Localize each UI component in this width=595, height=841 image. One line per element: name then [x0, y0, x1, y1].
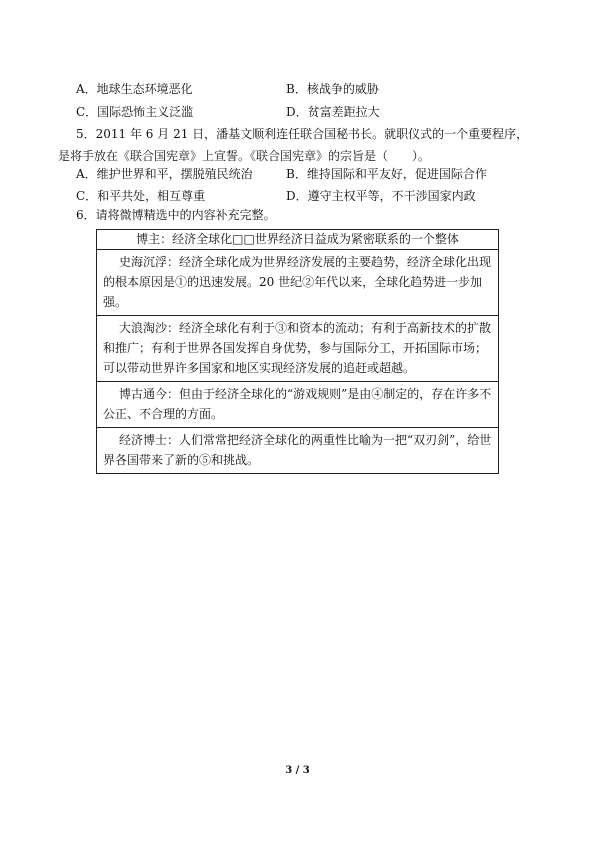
q5-option-d: D．遵守主权平等，不干涉国家内政	[286, 189, 476, 203]
weibo-header: 博主：经济全球化□□世界经济日益成为紧密联系的一个整体	[97, 230, 499, 250]
q4-options-row-1	[76, 80, 536, 98]
q4-option-d: D．贫富差距拉大	[286, 105, 380, 119]
weibo-row	[97, 382, 499, 428]
q4-options-row-2	[76, 103, 536, 121]
q4-option-b: B．核战争的威胁	[286, 82, 379, 96]
weibo-row	[97, 316, 499, 382]
weibo-row	[97, 250, 499, 316]
q4-option-c: C．国际恐怖主义泛滥	[76, 105, 194, 119]
q5-stem: 5．2011 年 6 月 21 日，潘基文顺利连任联合国秘书长。就职仪式的一个重要程序，是将手放在《联合国宪章》上宣誓。《联合国宪章》的宗旨是（ ）。	[58, 127, 529, 163]
weibo-table	[96, 229, 499, 474]
q6-stem: 6．请将微博精选中的内容补充完整。	[76, 208, 276, 222]
q5-options-row-2	[76, 187, 536, 205]
q5-option-b: B．维持国际和平友好，促进国际合作	[286, 167, 487, 181]
weibo-post-dalang: 大浪淘沙：经济全球化有利于③和资本的流动；有利于高新技术的扩散和推广；有利于世界各国发挥自身优势，参与国际分工，开拓国际市场；可以带动世界许多国家和地区实现经济发展的追赶或超越。	[97, 316, 499, 382]
q5-options-row-1	[76, 165, 536, 183]
q5-option-c: C．和平共处，相互尊重	[76, 189, 206, 203]
weibo-post-bogu: 博古通今：但由于经济全球化的“游戏规则”是由④制定的，存在许多不公正、不合理的方面。	[97, 382, 499, 428]
weibo-post-jingji: 经济博士：人们常常把经济全球化的两重性比喻为一把“双刃剑”，给世界各国带来了新的⑤和挑战。	[97, 428, 499, 474]
page-number: 3 / 3	[285, 765, 310, 776]
weibo-row	[97, 428, 499, 474]
q5-option-a: A．维护世界和平，摆脱殖民统治	[76, 167, 253, 181]
q4-option-a: A．地球生态环境恶化	[76, 82, 193, 96]
weibo-header-row	[97, 230, 499, 250]
weibo-post-shihai: 史海沉浮：经济全球化成为世界经济发展的主要趋势，经济全球化出现的根本原因是①的迅速发展。20 世纪②年代以来，全球化趋势进一步加强。	[97, 250, 499, 316]
